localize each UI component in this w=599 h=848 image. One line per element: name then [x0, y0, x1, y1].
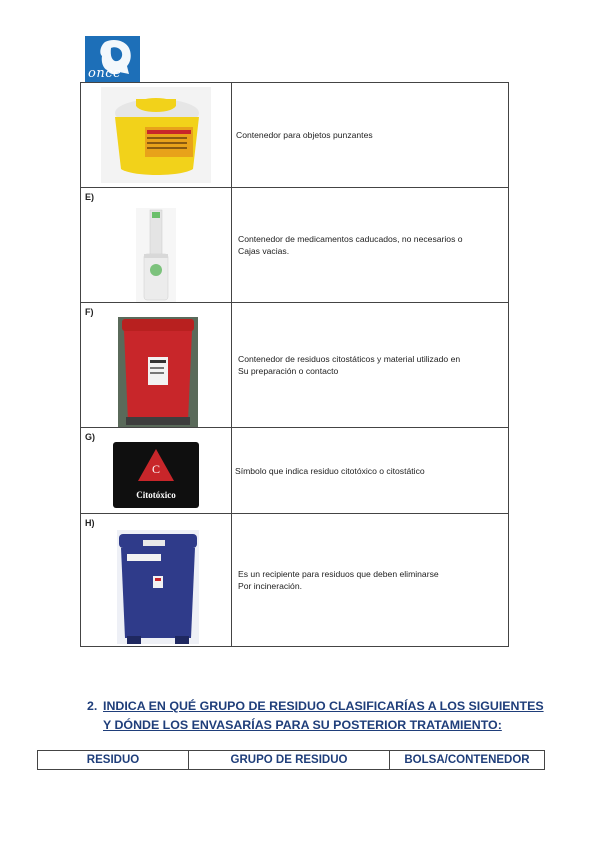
table-header-row — [38, 751, 545, 770]
table-row — [81, 83, 509, 188]
cytostatic-container-image — [118, 317, 198, 427]
row-letter: E) — [85, 192, 94, 202]
cytotoxic-symbol — [113, 442, 199, 508]
section-heading — [87, 697, 547, 735]
image-cell — [81, 83, 232, 188]
sharps-container-image — [101, 87, 211, 183]
section-number: 2. — [87, 699, 98, 713]
medication-container-image — [136, 208, 176, 302]
once-logo — [85, 36, 140, 82]
symbol-letter: C — [151, 462, 160, 476]
description-line: Símbolo que indica residuo citotóxico o citostático — [235, 465, 425, 476]
row-letter: H) — [85, 518, 95, 528]
classification-table — [37, 750, 545, 770]
table-row — [81, 303, 509, 428]
description-line: Cajas vacias. — [238, 246, 290, 256]
description-line: Contenedor de residuos citostáticos y material utilizado en — [238, 354, 461, 364]
container-table — [80, 82, 509, 647]
header-grupo: GRUPO DE RESIDUO — [189, 751, 390, 770]
heading-line-2: Y DÓNDE LOS ENVASARÍAS PARA SU POSTERIOR TRATAMIENTO: — [103, 718, 502, 732]
description-line: Es un recipiente para residuos que deben eliminarse — [238, 569, 439, 579]
description-line: Por incineración. — [238, 581, 303, 591]
description-line: Su preparación o contacto — [238, 366, 339, 376]
row-letter: G) — [85, 432, 95, 442]
description-cell — [232, 303, 509, 428]
table-row — [81, 428, 509, 514]
description-cell — [232, 188, 509, 303]
header-bolsa: BOLSA/CONTENEDOR — [390, 751, 545, 770]
symbol-text: Citotóxico — [136, 490, 176, 500]
description-line: Contenedor de medicamentos caducados, no necesarios o — [238, 234, 463, 244]
description-cell — [232, 83, 509, 188]
incineration-container-image — [117, 530, 199, 644]
image-cell — [81, 428, 232, 514]
heading-line-1: INDICA EN QUÉ GRUPO DE RESIDUO CLASIFICARÍAS A LOS SIGUIENTES — [103, 699, 544, 713]
description-cell — [232, 514, 509, 647]
description-line: Contenedor para objetos punzantes — [236, 130, 373, 140]
description-cell — [232, 428, 509, 514]
image-cell — [81, 303, 232, 428]
logo-text: once — [88, 66, 122, 81]
image-cell — [81, 188, 232, 303]
image-cell — [81, 514, 232, 647]
header-residuo: RESIDUO — [38, 751, 189, 770]
table-row — [81, 188, 509, 303]
table-row — [81, 514, 509, 647]
row-letter: F) — [85, 307, 94, 317]
